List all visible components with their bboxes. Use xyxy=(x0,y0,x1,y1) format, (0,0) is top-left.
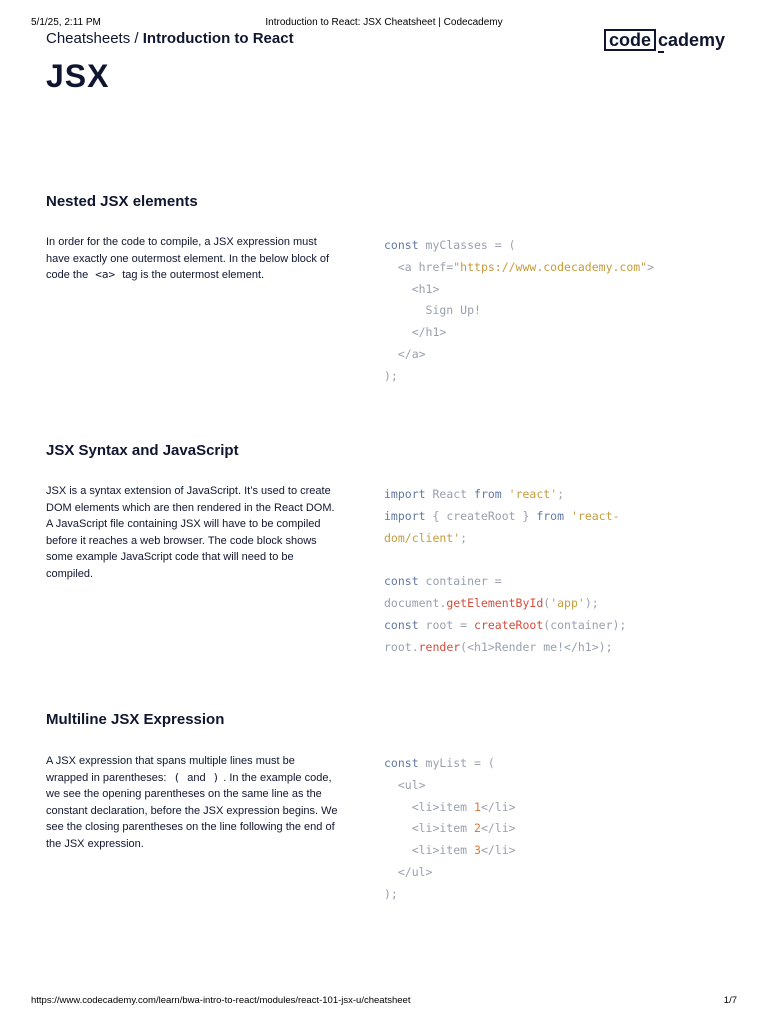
code-line: root.render(<h1>Render me!</h1>); xyxy=(384,639,613,654)
code-line: Sign Up! xyxy=(384,303,481,318)
logo-boxed-text: code xyxy=(604,29,656,51)
section-description-jsx-syntax xyxy=(46,483,338,582)
breadcrumb-current[interactable]: Introduction to React xyxy=(142,30,294,47)
code-line: <li>item 3</li> xyxy=(384,843,516,858)
breadcrumb xyxy=(46,30,294,47)
code-line: ); xyxy=(384,368,398,383)
code-line: const myList = ( xyxy=(384,756,495,770)
code-block-multiline-jsx xyxy=(384,753,684,906)
print-url: https://www.codecademy.com/learn/bwa-intro-to-react/modules/react-101-jsx-u/cheatsheet xyxy=(31,995,411,1006)
logo-cursor-mark xyxy=(658,51,664,53)
code-line: </ul> xyxy=(384,864,433,879)
description-text: tag is the outermost element. xyxy=(122,269,265,281)
description-paragraph: A JavaScript file containing JSX will have to be compiled before it reaches a web browser. The code block shows some example JavaScript code that will need to be compiled. xyxy=(46,518,321,580)
code-line: </a> xyxy=(384,346,426,361)
print-page-number: 1/7 xyxy=(723,995,737,1006)
page-title: JSX xyxy=(46,58,110,94)
code-line: <ul> xyxy=(384,777,426,792)
code-line: <a href="https://www.codecademy.com"> xyxy=(384,259,655,274)
logo-text: cademy xyxy=(656,29,725,51)
code-line: import { createRoot } from 'react- xyxy=(384,508,620,523)
code-block-jsx-syntax xyxy=(384,484,684,658)
code-line: const myClasses = ( xyxy=(384,238,516,252)
section-title-jsx-syntax: JSX Syntax and JavaScript xyxy=(46,442,239,459)
print-footer xyxy=(0,995,768,1009)
inline-code: ) xyxy=(212,770,220,784)
code-line: <li>item 1</li> xyxy=(384,799,516,814)
code-line: ); xyxy=(384,886,398,901)
code-line: const root = createRoot(container); xyxy=(384,617,627,632)
code-line: </h1> xyxy=(384,325,447,340)
code-line xyxy=(384,549,684,571)
description-text: . In the example code, we see the opening parentheses on the same line as the constant declaration, before the JSX expression begins. We see the closing parentheses on the line following the end of the JSX expression. xyxy=(46,771,338,850)
breadcrumb-separator: / xyxy=(130,30,143,47)
description-text: and xyxy=(187,771,206,784)
code-block-nested-jsx xyxy=(384,235,684,388)
code-line: import React from 'react'; xyxy=(384,487,565,501)
section-title-nested-jsx: Nested JSX elements xyxy=(46,193,198,210)
code-line: document.getElementById('app'); xyxy=(384,595,599,610)
inline-code: ( xyxy=(173,770,181,784)
inline-code: <a> xyxy=(95,268,116,281)
print-date: 5/1/25, 2:11 PM xyxy=(31,17,101,28)
section-description-multiline-jsx xyxy=(46,753,338,852)
description-text: In order for the code to compile, a JSX expression must have exactly one outermost element. In the below block of code the xyxy=(46,236,330,281)
section-description-nested-jsx xyxy=(46,234,338,284)
code-line: const container = xyxy=(384,574,502,589)
description-paragraph: JSX is a syntax extension of JavaScript. It’s used to create DOM elements which are then rendered in the React DOM. xyxy=(46,485,335,514)
code-line: <h1> xyxy=(384,281,440,296)
breadcrumb-root-link[interactable]: Cheatsheets xyxy=(46,30,131,47)
description-text: A JSX expression that spans multiple lines must be wrapped in parentheses: xyxy=(46,755,295,784)
code-line: dom/client'; xyxy=(384,530,468,545)
section-title-multiline-jsx: Multiline JSX Expression xyxy=(46,711,225,728)
codecademy-logo[interactable] xyxy=(604,29,725,51)
code-line: <li>item 2</li> xyxy=(384,821,516,836)
print-page-title: Introduction to React: JSX Cheatsheet | Codecademy xyxy=(265,17,503,28)
